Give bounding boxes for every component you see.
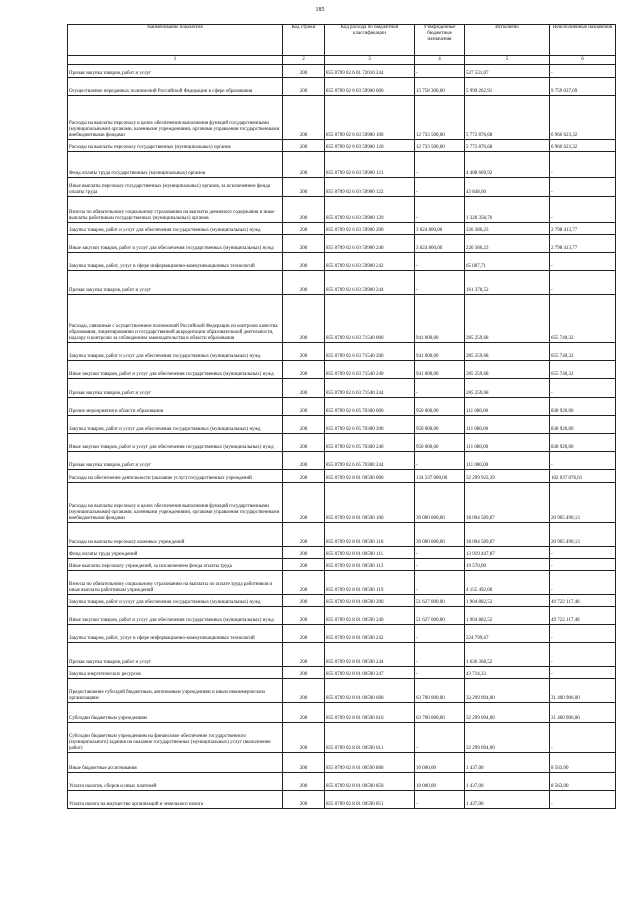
approved-amount-cell: 941 000,00 (415, 295, 465, 343)
table-row (68, 595, 616, 607)
line-code-cell: 200 (283, 547, 325, 559)
remaining-amount-cell: 2 798 413,77 (550, 235, 616, 253)
line-code-cell: 200 (283, 197, 325, 223)
indicator-name-cell: Расходы на выплаты персоналу в целях обеспечения выполнения функций государственными (муниципальными) органами, казенными учреждениями, органами управления государственными внебюджетными фондами (68, 483, 283, 523)
indicator-name-cell: Иные закупки товаров, работ и услуг для обеспечения государственных (муниципальных) нужд (68, 361, 283, 379)
line-code-cell: 200 (283, 607, 325, 625)
expense-code-cell: 855 0709 02 8 01 00590 850 (325, 773, 415, 791)
approved-amount-cell: - (415, 667, 465, 679)
approved-amount-cell: 51 627 000,00 (415, 595, 465, 607)
indicator-name-cell: Уплата налога на имущество организаций и земельного налога (68, 791, 283, 809)
remaining-amount-cell: - (550, 571, 616, 595)
column-number: 3 (325, 56, 415, 65)
line-code-cell: 200 (283, 625, 325, 643)
executed-amount-cell: 32 299 094,00 (465, 723, 550, 753)
table-row (68, 271, 616, 295)
approved-amount-cell: - (415, 452, 465, 470)
indicator-name-cell: Иные выплаты персоналу учреждений, за исключением фонда оплаты труда (68, 559, 283, 571)
executed-amount-cell: 111 080,00 (465, 416, 550, 434)
executed-amount-cell: 32 299 094,00 (465, 679, 550, 703)
indicator-name-cell: Расходы, связанные с осуществлением полномочий Российской Федерации по контролю качества образования, лицензированию и государственной аккредитации образовательной деятельности, надзору и контролю за соблюдением законодательства в области образования (68, 295, 283, 343)
executed-amount-cell: 18 094 509,87 (465, 483, 550, 523)
expense-code-cell: 855 0709 02 6 05 70300 000 (325, 398, 415, 416)
remaining-amount-cell: 838 920,00 (550, 398, 616, 416)
approved-amount-cell: 950 000,00 (415, 434, 465, 452)
approved-amount-cell: 950 000,00 (415, 416, 465, 434)
expense-code-cell: 855 0709 02 8 01 00590 610 (325, 703, 415, 723)
table-row (68, 559, 616, 571)
remaining-amount-cell: 6 960 623,32 (550, 140, 616, 152)
remaining-amount-cell: - (550, 197, 616, 223)
table-row (68, 452, 616, 470)
column-number: 1 (68, 56, 283, 65)
remaining-amount-cell: 838 920,00 (550, 416, 616, 434)
remaining-amount-cell: 49 722 117,48 (550, 595, 616, 607)
line-code-cell: 200 (283, 271, 325, 295)
remaining-amount-cell: - (550, 452, 616, 470)
line-code-cell: 200 (283, 483, 325, 523)
indicator-name-cell: Прочая закупка товаров, работ и услуг (68, 643, 283, 667)
line-code-cell: 200 (283, 178, 325, 197)
column-number-row (68, 56, 616, 65)
remaining-amount-cell: - (550, 559, 616, 571)
remaining-amount-cell: 8 563,00 (550, 753, 616, 773)
table-row (68, 547, 616, 559)
table-row (68, 625, 616, 643)
indicator-name-cell: Закупка товаров, работ и услуг для обеспечения государственных (муниципальных) нужд (68, 343, 283, 361)
indicator-name-cell: Закупка энергетических ресурсов (68, 667, 283, 679)
table-row (68, 295, 616, 343)
line-code-cell: 200 (283, 361, 325, 379)
executed-amount-cell: 111 080,00 (465, 398, 550, 416)
executed-amount-cell: 527 531,07 (465, 65, 550, 78)
table-row (68, 703, 616, 723)
executed-amount-cell: 226 386,23 (465, 235, 550, 253)
indicator-name-cell: Закупка товаров, работ, услуг в сфере информационно-коммуникационных технологий (68, 625, 283, 643)
approved-amount-cell: - (415, 65, 465, 78)
table-row (68, 434, 616, 452)
approved-amount-cell: 10 000,00 (415, 753, 465, 773)
indicator-name-cell: Иные закупки товаров, работ и услуг для обеспечения государственных (муниципальных) нужд (68, 235, 283, 253)
executed-amount-cell: 224 799,67 (465, 625, 550, 643)
indicator-name-cell: Субсидии бюджетным учреждениям (68, 703, 283, 723)
remaining-amount-cell: - (550, 643, 616, 667)
approved-amount-cell: - (415, 253, 465, 271)
expense-code-cell: 855 0709 02 8 01 00590 600 (325, 679, 415, 703)
line-code-cell: 200 (283, 452, 325, 470)
remaining-amount-cell: - (550, 625, 616, 643)
line-code-cell: 200 (283, 253, 325, 271)
expense-code-cell: 855 0709 02 8 01 00590 247 (325, 667, 415, 679)
expense-code-cell: 855 0709 02 8 01 00590 112 (325, 559, 415, 571)
header-expense-code: Код расхода по бюджетной классификации (325, 25, 415, 56)
line-code-cell: 200 (283, 703, 325, 723)
expense-code-cell: 855 0709 02 6 03 71540 200 (325, 343, 415, 361)
approved-amount-cell: - (415, 559, 465, 571)
remaining-amount-cell: 655 740,32 (550, 295, 616, 343)
approved-amount-cell: - (415, 723, 465, 753)
expense-code-cell: 855 0709 02 8 01 00590 240 (325, 607, 415, 625)
expense-code-cell: 855 0709 02 6 03 59900 100 (325, 96, 415, 140)
indicator-name-cell: Уплата налогов, сборов и иных платежей (68, 773, 283, 791)
expense-code-cell: 855 0709 02 6 01 72010 244 (325, 65, 415, 78)
header-executed: Исполнено (465, 25, 550, 56)
table-row (68, 78, 616, 96)
expense-code-cell: 855 0709 02 6 03 59900 200 (325, 223, 415, 235)
remaining-amount-cell: 20 905 490,13 (550, 523, 616, 547)
line-code-cell: 200 (283, 96, 325, 140)
expense-code-cell: 855 0709 02 8 01 00590 111 (325, 547, 415, 559)
remaining-amount-cell: 8 563,00 (550, 773, 616, 791)
approved-amount-cell: 10 000,00 (415, 773, 465, 791)
approved-amount-cell: 3 024 800,00 (415, 223, 465, 235)
executed-amount-cell: 1 437,00 (465, 773, 550, 791)
line-code-cell: 200 (283, 773, 325, 791)
table-row (68, 140, 616, 152)
executed-amount-cell: 161 378,52 (465, 271, 550, 295)
header-indicator-name: Наименование показателя (68, 25, 283, 56)
remaining-amount-cell: - (550, 379, 616, 398)
remaining-amount-cell: 49 722 117,48 (550, 607, 616, 625)
indicator-name-cell: Закупка товаров, работ и услуг для обеспечения государственных (муниципальных) нужд (68, 416, 283, 434)
line-code-cell: 200 (283, 223, 325, 235)
expense-code-cell: 855 0709 02 8 01 00590 242 (325, 625, 415, 643)
header-remaining: Неисполненные назначения (550, 25, 616, 56)
expense-code-cell: 855 0709 02 8 01 00590 119 (325, 571, 415, 595)
remaining-amount-cell: 838 920,00 (550, 434, 616, 452)
remaining-amount-cell: - (550, 723, 616, 753)
indicator-name-cell: Прочая закупка товаров, работ и услуг (68, 452, 283, 470)
approved-amount-cell: - (415, 178, 465, 197)
line-code-cell: 200 (283, 379, 325, 398)
approved-amount-cell: 63 700 000,00 (415, 703, 465, 723)
remaining-amount-cell: - (550, 547, 616, 559)
expense-code-cell: 855 0709 02 6 05 70300 244 (325, 452, 415, 470)
line-code-cell: 200 (283, 595, 325, 607)
executed-amount-cell: 1 437,00 (465, 791, 550, 809)
expense-code-cell: 855 0709 02 8 01 00590 851 (325, 791, 415, 809)
approved-amount-cell: 12 733 500,00 (415, 140, 465, 152)
expense-code-cell: 855 0709 02 6 03 59900 121 (325, 152, 415, 178)
executed-amount-cell: 111 080,00 (465, 434, 550, 452)
column-number: 6 (550, 56, 616, 65)
table-row (68, 523, 616, 547)
line-code-cell: 200 (283, 398, 325, 416)
line-code-cell: 200 (283, 295, 325, 343)
line-code-cell: 200 (283, 559, 325, 571)
executed-amount-cell: 4 155 492,00 (465, 571, 550, 595)
line-code-cell: 200 (283, 667, 325, 679)
executed-amount-cell: 43 848,00 (465, 178, 550, 197)
indicator-name-cell: Взносы по обязательному социальному страхованию на выплаты по оплате труда работников и иные выплаты работникам учреждений (68, 571, 283, 595)
approved-amount-cell: 3 024 800,00 (415, 235, 465, 253)
indicator-name-cell: Иные закупки товаров, работ и услуг для обеспечения государственных (муниципальных) нужд (68, 434, 283, 452)
executed-amount-cell: 1 437,00 (465, 753, 550, 773)
remaining-amount-cell: 31 400 906,00 (550, 703, 616, 723)
remaining-amount-cell: - (550, 667, 616, 679)
approved-amount-cell: 941 000,00 (415, 343, 465, 361)
line-code-cell: 200 (283, 343, 325, 361)
indicator-name-cell: Фонд оплаты труда государственных (муниципальных) органов (68, 152, 283, 178)
executed-amount-cell: 13 919 447,87 (465, 547, 550, 559)
executed-amount-cell: 1 904 882,52 (465, 595, 550, 607)
approved-amount-cell: - (415, 152, 465, 178)
table-row (68, 361, 616, 379)
remaining-amount-cell: 6 960 623,32 (550, 96, 616, 140)
approved-amount-cell: - (415, 791, 465, 809)
approved-amount-cell: - (415, 643, 465, 667)
executed-amount-cell: 1 320 358,76 (465, 197, 550, 223)
approved-amount-cell: 134 337 000,00 (415, 470, 465, 483)
executed-amount-cell: 285 259,68 (465, 343, 550, 361)
table-row (68, 197, 616, 223)
executed-amount-cell: 111 080,00 (465, 452, 550, 470)
expense-code-cell: 855 0709 02 8 01 00590 000 (325, 470, 415, 483)
column-number: 4 (415, 56, 465, 65)
executed-amount-cell: 19 570,00 (465, 559, 550, 571)
line-code-cell: 200 (283, 643, 325, 667)
table-row (68, 483, 616, 523)
executed-amount-cell: 4 408 669,92 (465, 152, 550, 178)
approved-amount-cell: - (415, 625, 465, 643)
approved-amount-cell: - (415, 379, 465, 398)
executed-amount-cell: 5 772 876,68 (465, 96, 550, 140)
executed-amount-cell: 1 904 882,52 (465, 607, 550, 625)
expense-code-cell: 855 0709 02 8 01 00590 200 (325, 595, 415, 607)
approved-amount-cell: - (415, 547, 465, 559)
remaining-amount-cell: - (550, 271, 616, 295)
expense-code-cell: 855 0709 02 6 05 70300 200 (325, 416, 415, 434)
approved-amount-cell: 51 627 000,00 (415, 607, 465, 625)
table-row (68, 65, 616, 78)
indicator-name-cell: Субсидии бюджетным учреждениям на финансовое обеспечение государственного (муниципального) задания на оказание государственных (муниципальных) услуг (выполнение работ) (68, 723, 283, 753)
expense-code-cell: 855 0709 02 6 03 59900 120 (325, 140, 415, 152)
line-code-cell: 200 (283, 78, 325, 96)
expense-code-cell: 855 0709 02 6 03 59900 240 (325, 235, 415, 253)
expense-code-cell: 855 0709 02 8 01 00590 244 (325, 643, 415, 667)
approved-amount-cell: 39 000 000,00 (415, 523, 465, 547)
approved-amount-cell: 950 000,00 (415, 398, 465, 416)
remaining-amount-cell: - (550, 253, 616, 271)
approved-amount-cell: 39 000 000,00 (415, 483, 465, 523)
approved-amount-cell: 63 700 000,00 (415, 679, 465, 703)
remaining-amount-cell: 655 740,32 (550, 361, 616, 379)
indicator-name-cell: Расходы на выплаты персоналу государственных (муниципальных) органов (68, 140, 283, 152)
approved-amount-cell: - (415, 271, 465, 295)
indicator-name-cell: Закупка товаров, работ и услуг для обеспечения государственных (муниципальных) нужд (68, 595, 283, 607)
executed-amount-cell: 285 259,68 (465, 379, 550, 398)
executed-amount-cell: 1 636 368,52 (465, 643, 550, 667)
executed-amount-cell: 18 094 509,87 (465, 523, 550, 547)
remaining-amount-cell: - (550, 791, 616, 809)
remaining-amount-cell: 9 759 037,09 (550, 78, 616, 96)
indicator-name-cell: Иные закупки товаров, работ и услуг для обеспечения государственных (муниципальных) нужд (68, 607, 283, 625)
line-code-cell: 200 (283, 753, 325, 773)
table-row (68, 398, 616, 416)
table-row (68, 178, 616, 197)
indicator-name-cell: Иные бюджетные ассигнования (68, 753, 283, 773)
header-line-code: Код строки (283, 25, 325, 56)
table-row (68, 343, 616, 361)
expense-code-cell: 855 0709 02 6 03 59900 242 (325, 253, 415, 271)
approved-amount-cell: 941 000,00 (415, 361, 465, 379)
expense-code-cell: 855 0709 02 8 01 00590 110 (325, 523, 415, 547)
executed-amount-cell: 5 999 262,91 (465, 78, 550, 96)
indicator-name-cell: Расходы на выплаты персоналу в целях обеспечения выполнения функций государственными (муниципальными) органами, казенными учреждениями, органами управления государственными внебюджетными фондами (68, 96, 283, 140)
expense-code-cell: 855 0709 02 6 03 59900 129 (325, 197, 415, 223)
expense-code-cell: 855 0709 02 6 03 71540 000 (325, 295, 415, 343)
table-row (68, 235, 616, 253)
table-row (68, 791, 616, 809)
line-code-cell: 200 (283, 470, 325, 483)
expense-code-cell: 855 0709 02 8 01 00590 611 (325, 723, 415, 753)
table-row (68, 379, 616, 398)
line-code-cell: 200 (283, 140, 325, 152)
table-row (68, 253, 616, 271)
line-code-cell: 200 (283, 434, 325, 452)
indicator-name-cell: Закупка товаров, работ и услуг для обеспечения государственных (муниципальных) нужд (68, 223, 283, 235)
line-code-cell: 200 (283, 679, 325, 703)
expense-code-cell: 855 0709 02 6 03 71540 240 (325, 361, 415, 379)
budget-execution-table (67, 24, 616, 809)
line-code-cell: 200 (283, 571, 325, 595)
remaining-amount-cell: 20 905 490,13 (550, 483, 616, 523)
indicator-name-cell: Фонд оплаты труда учреждений (68, 547, 283, 559)
indicator-name-cell: Прочая закупка товаров, работ и услуг (68, 271, 283, 295)
remaining-amount-cell: 655 740,32 (550, 343, 616, 361)
executed-amount-cell: 43 714,33 (465, 667, 550, 679)
table-row (68, 667, 616, 679)
line-code-cell: 200 (283, 65, 325, 78)
indicator-name-cell: Взносы по обязательному социальному страхованию на выплаты денежного содержания и иные выплаты работникам государственных (муниципальных) органов (68, 197, 283, 223)
expense-code-cell: 855 0709 02 8 01 00590 800 (325, 753, 415, 773)
line-code-cell: 200 (283, 416, 325, 434)
column-number: 2 (283, 56, 325, 65)
expense-code-cell: 855 0709 02 6 03 59900 122 (325, 178, 415, 197)
expense-code-cell: 855 0709 02 6 03 71540 244 (325, 379, 415, 398)
expense-code-cell: 855 0709 02 6 03 59900 000 (325, 78, 415, 96)
approved-amount-cell: 12 733 500,00 (415, 96, 465, 140)
line-code-cell: 200 (283, 152, 325, 178)
indicator-name-cell: Иные выплаты персоналу государственных (муниципальных) органов, за исключением фонда оплаты труда (68, 178, 283, 197)
executed-amount-cell: 285 259,68 (465, 361, 550, 379)
table-row (68, 753, 616, 773)
table-row (68, 643, 616, 667)
header-approved: Утвержденные бюджетные назначения (415, 25, 465, 56)
indicator-name-cell: Прочие мероприятия в области образования (68, 398, 283, 416)
remaining-amount-cell: 31 400 906,00 (550, 679, 616, 703)
executed-amount-cell: 32 299 923,39 (465, 470, 550, 483)
executed-amount-cell: 226 386,23 (465, 223, 550, 235)
indicator-name-cell: Прочая закупка товаров, работ и услуг (68, 379, 283, 398)
remaining-amount-cell: - (550, 178, 616, 197)
table-row (68, 679, 616, 703)
remaining-amount-cell: - (550, 65, 616, 78)
approved-amount-cell: - (415, 571, 465, 595)
page-number: 185 (315, 7, 325, 13)
table-row (68, 223, 616, 235)
table-row (68, 571, 616, 595)
remaining-amount-cell: 102 037 076,61 (550, 470, 616, 483)
indicator-name-cell: Осуществление переданных полномочий Российской Федерации в сфере образования (68, 78, 283, 96)
line-code-cell: 200 (283, 723, 325, 753)
expense-code-cell: 855 0709 02 6 05 70300 240 (325, 434, 415, 452)
expense-code-cell: 855 0709 02 6 03 59900 244 (325, 271, 415, 295)
remaining-amount-cell: 2 798 413,77 (550, 223, 616, 235)
executed-amount-cell: 5 772 876,68 (465, 140, 550, 152)
table-header-row (68, 25, 616, 56)
approved-amount-cell: 15 758 300,00 (415, 78, 465, 96)
table-row (68, 723, 616, 753)
executed-amount-cell: 32 299 094,00 (465, 703, 550, 723)
indicator-name-cell: Закупка товаров, работ, услуг в сфере информационно-коммуникационных технологий (68, 253, 283, 271)
indicator-name-cell: Расходы на обеспечение деятельности (оказание услуг) государственных учреждений (68, 470, 283, 483)
indicator-name-cell: Прочая закупка товаров, работ и услуг (68, 65, 283, 78)
line-code-cell: 200 (283, 791, 325, 809)
indicator-name-cell: Предоставление субсидий бюджетным, автономным учреждениям и иным некоммерческим организациям (68, 679, 283, 703)
line-code-cell: 200 (283, 235, 325, 253)
approved-amount-cell: - (415, 197, 465, 223)
indicator-name-cell: Расходы на выплаты персоналу казенных учреждений (68, 523, 283, 547)
table-row (68, 152, 616, 178)
expense-code-cell: 855 0709 02 8 01 00590 100 (325, 483, 415, 523)
column-number: 5 (465, 56, 550, 65)
line-code-cell: 200 (283, 523, 325, 547)
table-row (68, 470, 616, 483)
table-row (68, 773, 616, 791)
executed-amount-cell: 65 007,71 (465, 253, 550, 271)
table-row (68, 96, 616, 140)
table-row (68, 416, 616, 434)
remaining-amount-cell: - (550, 152, 616, 178)
executed-amount-cell: 285 259,68 (465, 295, 550, 343)
table-row (68, 607, 616, 625)
